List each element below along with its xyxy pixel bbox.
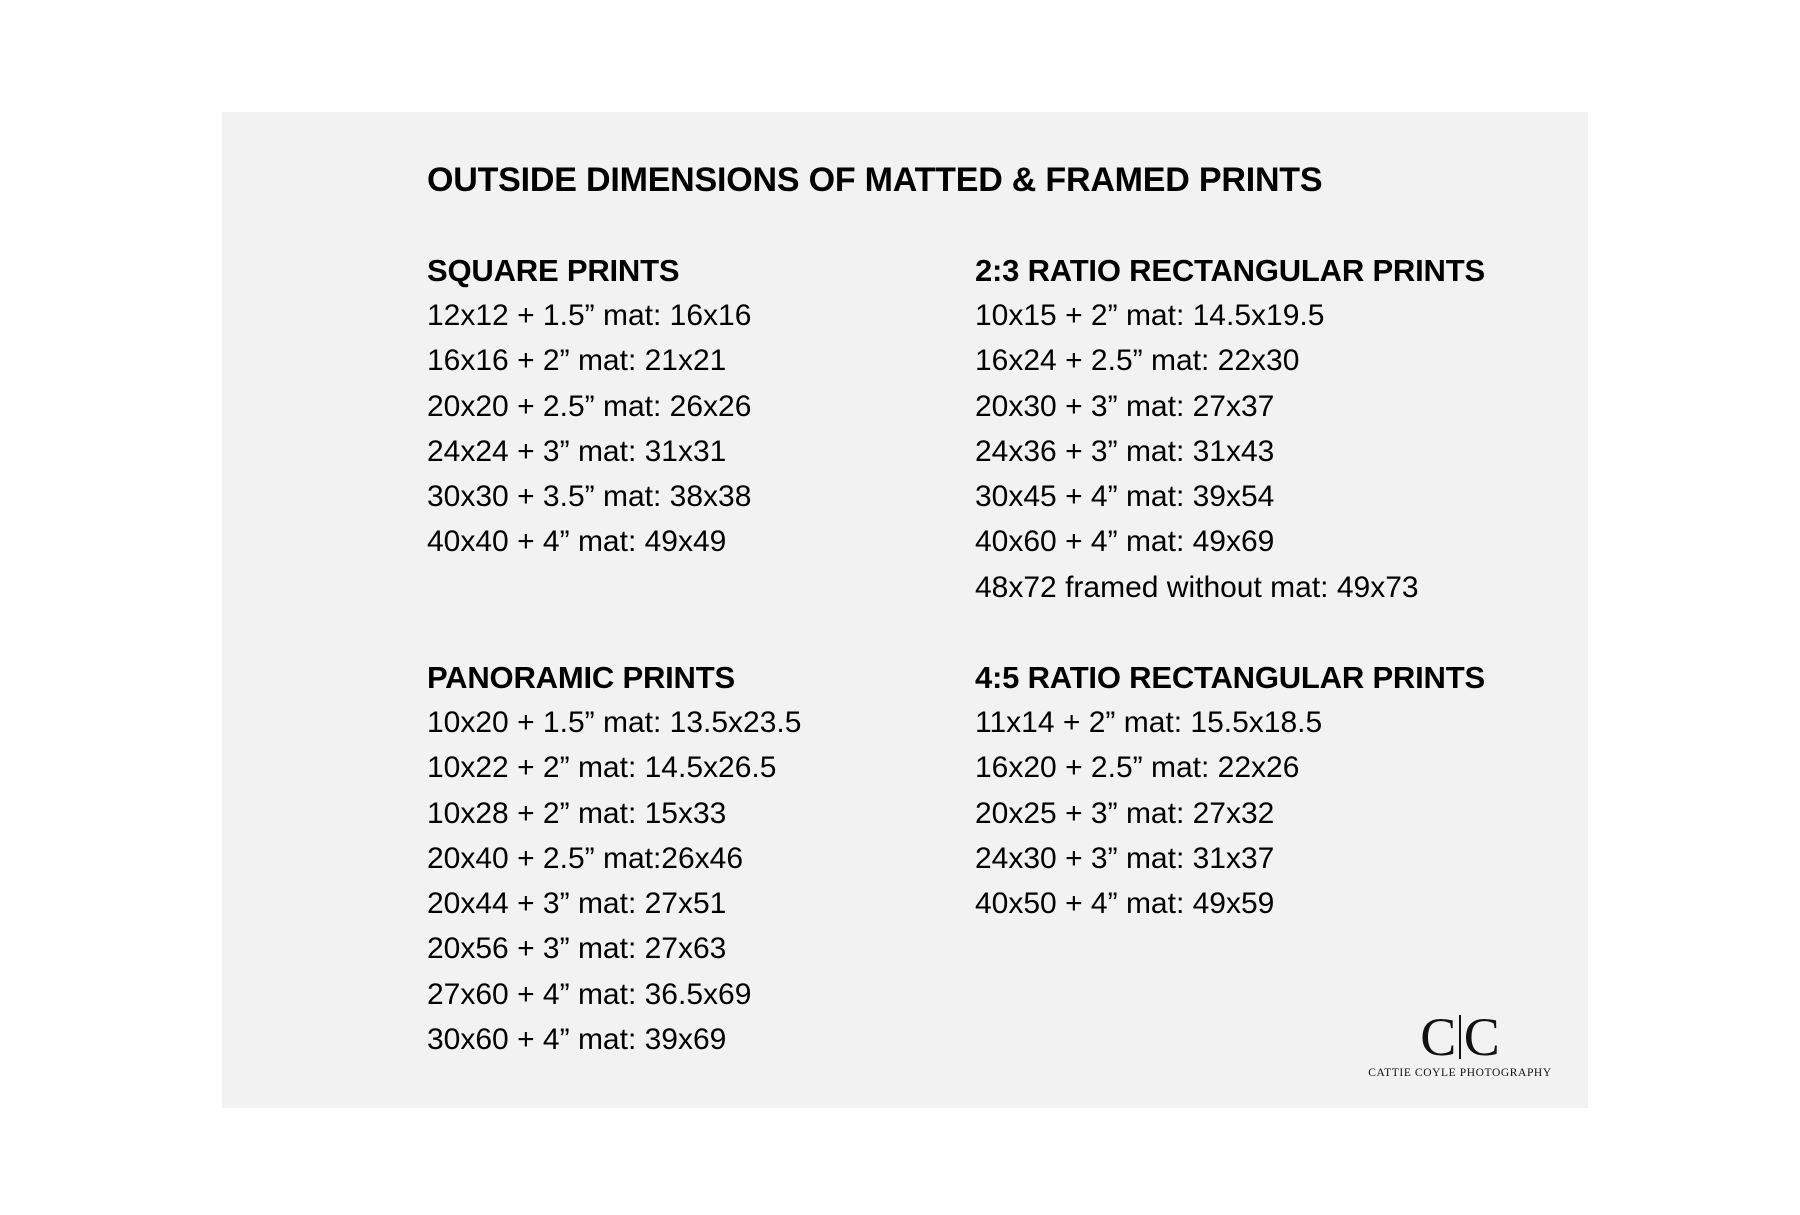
list-item: 30x60 + 4” mat: 39x69 [427, 1023, 727, 1057]
list-item: 24x30 + 3” mat: 31x37 [975, 841, 1275, 875]
list-item: 10x20 + 1.5” mat: 13.5x23.5 [427, 706, 802, 739]
list-item: 20x40 + 2.5” mat:26x46 [427, 841, 744, 875]
list-item: 10x15 + 2” mat: 14.5x19.5 [975, 299, 1325, 332]
list-item: 40x40 + 4” mat: 49x49 [427, 525, 727, 559]
section-heading: SQUARE PRINTS [427, 253, 680, 288]
list-item: 48x72 framed without mat: 49x73 [975, 570, 1419, 604]
list-item: 16x16 + 2” mat: 21x21 [427, 344, 727, 378]
list-item: 24x24 + 3” mat: 31x31 [427, 434, 727, 468]
list-item: 20x25 + 3” mat: 27x32 [975, 796, 1275, 830]
logo-monogram [1350, 1007, 1570, 1067]
list-item: 20x30 + 3” mat: 27x37 [975, 389, 1275, 423]
logo-wordmark: CATTIE COYLE PHOTOGRAPHY [1368, 1067, 1552, 1079]
list-item: 16x24 + 2.5” mat: 22x30 [975, 344, 1300, 378]
logo-letter-right: C [1463, 1007, 1500, 1067]
brand-logo [1350, 1007, 1570, 1079]
list-item: 20x44 + 3” mat: 27x51 [427, 887, 727, 921]
list-item: 20x56 + 3” mat: 27x63 [427, 932, 727, 966]
list-item: 24x36 + 3” mat: 31x43 [975, 434, 1275, 468]
section-heading: 4:5 RATIO RECTANGULAR PRINTS [975, 660, 1485, 695]
section-2-3-ratio-prints [975, 248, 1485, 610]
list-item: 16x20 + 2.5” mat: 22x26 [975, 751, 1300, 785]
list-item: 11x14 + 2” mat: 15.5x18.5 [975, 706, 1323, 739]
list-item: 12x12 + 1.5” mat: 16x16 [427, 299, 752, 332]
page-title: OUTSIDE DIMENSIONS OF MATTED & FRAMED PRINTS [427, 161, 1323, 199]
section-panoramic-prints [427, 655, 801, 1062]
list-item: 20x20 + 2.5” mat: 26x26 [427, 389, 752, 423]
logo-letter-left: C [1420, 1007, 1457, 1067]
logo-divider [1459, 1015, 1461, 1059]
list-item: 30x45 + 4” mat: 39x54 [975, 480, 1275, 514]
list-item: 40x60 + 4” mat: 49x69 [975, 525, 1275, 559]
list-item: 30x30 + 3.5” mat: 38x38 [427, 480, 752, 514]
list-item: 10x22 + 2” mat: 14.5x26.5 [427, 751, 777, 785]
list-item: 10x28 + 2” mat: 15x33 [427, 796, 727, 830]
list-item: 27x60 + 4” mat: 36.5x69 [427, 977, 752, 1011]
section-heading: 2:3 RATIO RECTANGULAR PRINTS [975, 253, 1485, 288]
section-square-prints [427, 248, 751, 565]
list-item: 40x50 + 4” mat: 49x59 [975, 887, 1275, 921]
section-heading: PANORAMIC PRINTS [427, 660, 735, 695]
section-4-5-ratio-prints [975, 655, 1485, 926]
